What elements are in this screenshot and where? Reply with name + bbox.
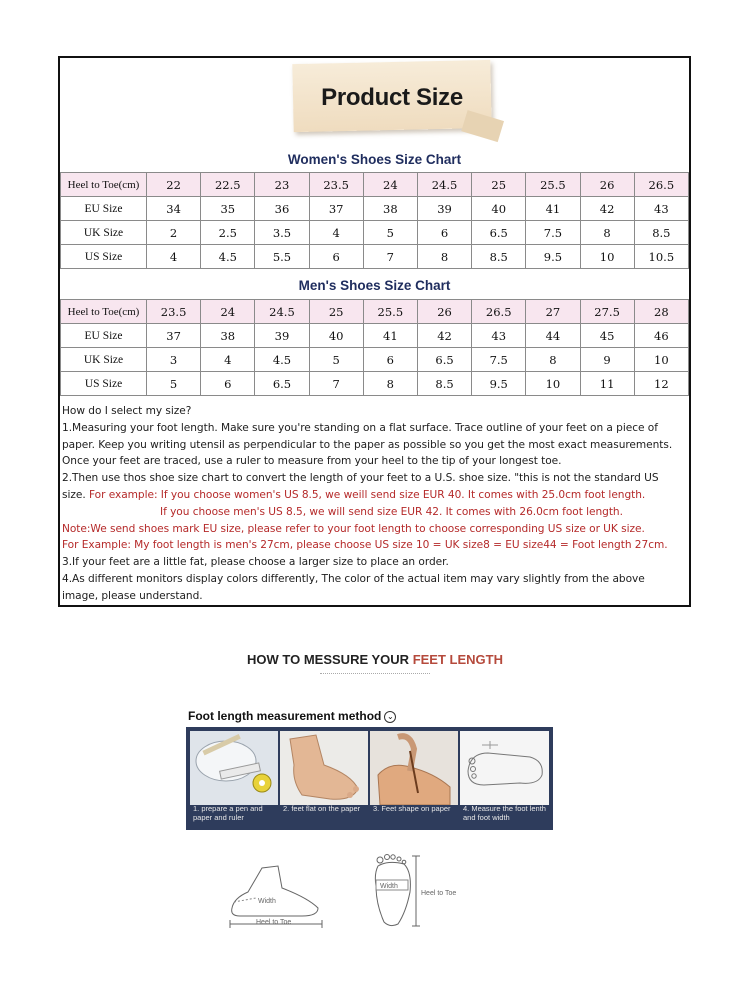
- size-cell: 26: [580, 173, 634, 197]
- size-cell: 3.5: [255, 221, 309, 245]
- notes-line: 1.Measuring your foot length. Make sure you're standing on a flat surface. Trace outline of your feet on a piece of: [62, 421, 658, 434]
- size-cell: 4: [309, 221, 363, 245]
- step-caption: 4. Measure the foot lenth and foot width: [463, 804, 546, 822]
- table-row: [61, 372, 689, 396]
- size-cell: 42: [417, 324, 471, 348]
- women-size-table: [60, 172, 689, 269]
- notes-line: Once your feet are traced, use a ruler to measure from your heel to the tip of your longest toe.: [62, 455, 562, 468]
- men-chart-title: Men's Shoes Size Chart: [298, 278, 451, 293]
- size-cell: 41: [526, 197, 580, 221]
- measurement-steps-strip: [186, 727, 553, 830]
- size-cell: 7.5: [472, 348, 526, 372]
- size-cell: 12: [634, 372, 688, 396]
- foot-flat-photo: [280, 731, 368, 805]
- size-cell: 22.5: [201, 173, 255, 197]
- size-cell: 37: [147, 324, 201, 348]
- note-eu-size: Note:We send shoes mark EU size, please refer to your foot length to choose corresponding US size or UK size.: [62, 522, 645, 535]
- notes-text: size.: [62, 488, 89, 501]
- size-cell: 25: [309, 300, 363, 324]
- size-cell: 8: [526, 348, 580, 372]
- size-cell: 40: [472, 197, 526, 221]
- size-cell: 40: [309, 324, 363, 348]
- step-caption: 2. feet flat on the paper: [283, 804, 361, 813]
- size-cell: 24: [201, 300, 255, 324]
- heel-to-toe-label: Heel to Toe: [256, 919, 292, 926]
- size-cell: 24: [363, 173, 417, 197]
- size-cell: 36: [255, 197, 309, 221]
- table-row: [61, 348, 689, 372]
- heel-to-toe-label: Heel to Toe: [421, 890, 457, 897]
- size-cell: 24.5: [417, 173, 471, 197]
- size-cell: 28: [634, 300, 688, 324]
- method-title: [188, 709, 396, 723]
- size-cell: 25: [472, 173, 526, 197]
- size-cell: 10: [526, 372, 580, 396]
- size-cell: 22: [147, 173, 201, 197]
- size-cell: 4.5: [201, 245, 255, 269]
- method-title-text: Foot length measurement method: [188, 709, 382, 723]
- women-chart-title: Women's Shoes Size Chart: [287, 152, 462, 167]
- size-cell: 46: [634, 324, 688, 348]
- size-cell: 39: [255, 324, 309, 348]
- notes-heading: How do I select my size?: [62, 405, 192, 417]
- size-cell: 26: [417, 300, 471, 324]
- notes-line: 2.Then use thos shoe size chart to convert the length of your feet to a U.S. shoe size. "this is not the standard US: [62, 472, 659, 485]
- trace-feet-photo: [370, 731, 458, 805]
- width-label: Width: [380, 883, 398, 890]
- size-cell: 27.5: [580, 300, 634, 324]
- width-label: Width: [258, 898, 276, 905]
- size-cell: 8.5: [417, 372, 471, 396]
- table-row: [61, 173, 689, 197]
- size-cell: 6.5: [472, 221, 526, 245]
- row-label: EU Size: [61, 324, 147, 348]
- size-cell: 2.5: [201, 221, 255, 245]
- size-cell: 8.5: [634, 221, 688, 245]
- size-cell: 8.5: [472, 245, 526, 269]
- men-example-text: If you choose men's US 8.5, we will send size EUR 42. It comes with 26.0cm foot length.: [160, 505, 623, 518]
- size-cell: 24.5: [255, 300, 309, 324]
- table-row: [61, 221, 689, 245]
- how-title-main: HOW TO MESSURE YOUR: [247, 652, 413, 667]
- size-cell: 6: [201, 372, 255, 396]
- size-cell: 7.5: [526, 221, 580, 245]
- size-cell: 6: [417, 221, 471, 245]
- size-cell: 42: [580, 197, 634, 221]
- size-cell: 5: [147, 372, 201, 396]
- size-cell: 6: [363, 348, 417, 372]
- size-cell: 38: [201, 324, 255, 348]
- notes-line: 3.If your feet are a little fat, please choose a larger size to place an order.: [62, 556, 449, 569]
- row-label: US Size: [61, 372, 147, 396]
- row-label: Heel to Toe(cm): [61, 300, 147, 324]
- row-label: UK Size: [61, 221, 147, 245]
- pen-paper-ruler-photo: [190, 731, 278, 805]
- size-cell: 11: [580, 372, 634, 396]
- size-cell: 6.5: [255, 372, 309, 396]
- size-cell: 38: [363, 197, 417, 221]
- size-cell: 25.5: [526, 173, 580, 197]
- how-to-measure-title: [0, 652, 750, 667]
- how-title-accent: FEET LENGTH: [412, 652, 503, 667]
- size-cell: 35: [201, 197, 255, 221]
- notes-line: paper. Keep you writing utensil as perpendicular to the paper as possible so you get the most exact measurements.: [62, 438, 673, 451]
- size-cell: 27: [526, 300, 580, 324]
- size-cell: 43: [472, 324, 526, 348]
- size-cell: 23.5: [147, 300, 201, 324]
- row-label: EU Size: [61, 197, 147, 221]
- size-cell: 26.5: [634, 173, 688, 197]
- foot-outline-drawing: [460, 731, 549, 805]
- size-cell: 9.5: [526, 245, 580, 269]
- product-size-banner: [293, 62, 491, 140]
- size-cell: 4: [201, 348, 255, 372]
- size-selection-notes: [62, 403, 688, 605]
- table-row: [61, 197, 689, 221]
- notes-line: [62, 487, 688, 504]
- size-cell: 10.5: [634, 245, 688, 269]
- size-cell: 8: [417, 245, 471, 269]
- size-cell: 10: [580, 245, 634, 269]
- size-cell: 10: [634, 348, 688, 372]
- size-cell: 3: [147, 348, 201, 372]
- row-label: UK Size: [61, 348, 147, 372]
- banner-title: Product Size: [321, 84, 463, 111]
- size-cell: 5: [309, 348, 363, 372]
- women-example-text: For example: If you choose women's US 8.5, we weill send size EUR 40. It comes with 25.0cm foot length.: [88, 488, 646, 501]
- size-cell: 23: [255, 173, 309, 197]
- size-cell: 8: [580, 221, 634, 245]
- size-cell: 6.5: [417, 348, 471, 372]
- size-cell: 23.5: [309, 173, 363, 197]
- men-size-table: [60, 299, 689, 396]
- size-cell: 26.5: [472, 300, 526, 324]
- table-row: [61, 245, 689, 269]
- size-cell: 7: [309, 372, 363, 396]
- size-cell: 6: [309, 245, 363, 269]
- chevron-down-icon: ⌄: [384, 711, 396, 723]
- row-label: Heel to Toe(cm): [61, 173, 147, 197]
- step-caption: 3. Feet shape on paper: [373, 804, 451, 813]
- size-cell: 43: [634, 197, 688, 221]
- size-cell: 25.5: [363, 300, 417, 324]
- size-cell: 2: [147, 221, 201, 245]
- notes-line: image, please understand.: [62, 589, 203, 602]
- size-cell: 34: [147, 197, 201, 221]
- title-divider: [320, 673, 430, 674]
- table-row: [61, 324, 689, 348]
- size-cell: 9: [580, 348, 634, 372]
- size-cell: 39: [417, 197, 471, 221]
- size-cell: 8: [363, 372, 417, 396]
- size-cell: 45: [580, 324, 634, 348]
- row-label: US Size: [61, 245, 147, 269]
- size-cell: 37: [309, 197, 363, 221]
- size-cell: 9.5: [472, 372, 526, 396]
- size-cell: 7: [363, 245, 417, 269]
- size-cell: 44: [526, 324, 580, 348]
- step-caption: 1. prepare a pen and paper and ruler: [193, 804, 263, 822]
- notes-line: 4.As different monitors display colors differently, The color of the actual item may vary slightly from the above: [62, 572, 645, 585]
- size-chart-frame: [58, 56, 691, 607]
- size-cell: 41: [363, 324, 417, 348]
- size-cell: 4.5: [255, 348, 309, 372]
- size-cell: 5.5: [255, 245, 309, 269]
- size-cell: 5: [363, 221, 417, 245]
- table-row: [61, 300, 689, 324]
- note-example-27cm: For Example: My foot length is men's 27cm, please choose US size 10 = UK size8 = EU size44 = Foot length 27cm.: [62, 539, 668, 552]
- size-cell: 4: [147, 245, 201, 269]
